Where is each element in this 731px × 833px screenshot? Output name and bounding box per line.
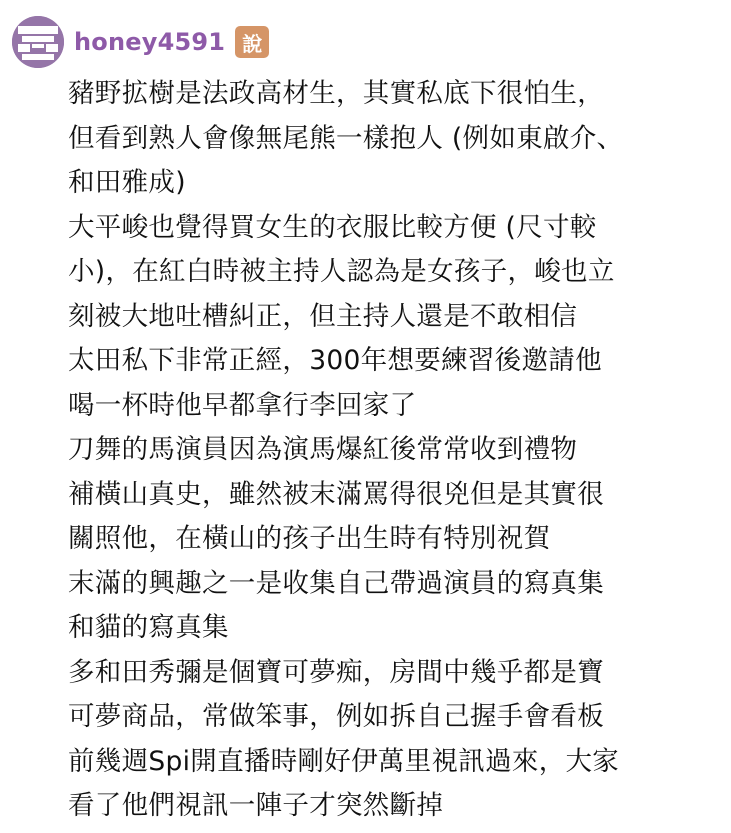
post-line: 關照他，在橫山的孩子出生時有特別祝賀	[68, 523, 551, 554]
said-badge: 說	[235, 26, 269, 58]
post-line: 刀舞的馬演員因為演馬爆紅後常常收到禮物	[68, 434, 578, 465]
post-line: 末滿的興趣之一是收集自己帶過演員的寫真集	[68, 567, 604, 599]
post-line: 和田雅成)	[68, 167, 186, 198]
post-line: 看了他們視訊一陣子才突然斷掉	[68, 790, 444, 821]
post-line: 小)，在紅白時被主持人認為是女孩子，峻也立	[68, 256, 615, 287]
post-line: 多和田秀彌是個寶可夢痴，房間中幾乎都是寶	[68, 656, 604, 688]
post-line: 但看到熟人會像無尾熊一樣抱人 (例如東啟介、	[68, 122, 624, 154]
identicon-avatar-icon	[12, 16, 64, 68]
post-line: 喝一杯時他早都拿行李回家了	[68, 389, 417, 421]
post-header	[12, 16, 269, 68]
post-line: 可夢商品，常做笨事，例如拆自己握手會看板	[68, 701, 604, 732]
post-line: 大平峻也覺得買女生的衣服比較方便 (尺寸較	[68, 211, 597, 243]
post-body	[68, 72, 723, 829]
post-line: 豬野拡樹是法政高材生，其實私底下很怕生，	[68, 78, 604, 109]
post-line: 前幾週Spi開直播時剛好伊萬里視訊過來，大家	[68, 745, 620, 777]
post-line: 和貓的寫真集	[68, 612, 229, 643]
post-line: 太田私下非常正經，300年想要練習後邀請他	[68, 345, 602, 376]
username[interactable]: honey4591	[74, 28, 226, 56]
post-line: 刻被大地吐槽糾正，但主持人還是不敢相信	[68, 300, 578, 332]
post-line: 補橫山真史，雖然被末滿罵得很兇但是其實很	[68, 478, 604, 510]
avatar[interactable]	[12, 16, 64, 68]
